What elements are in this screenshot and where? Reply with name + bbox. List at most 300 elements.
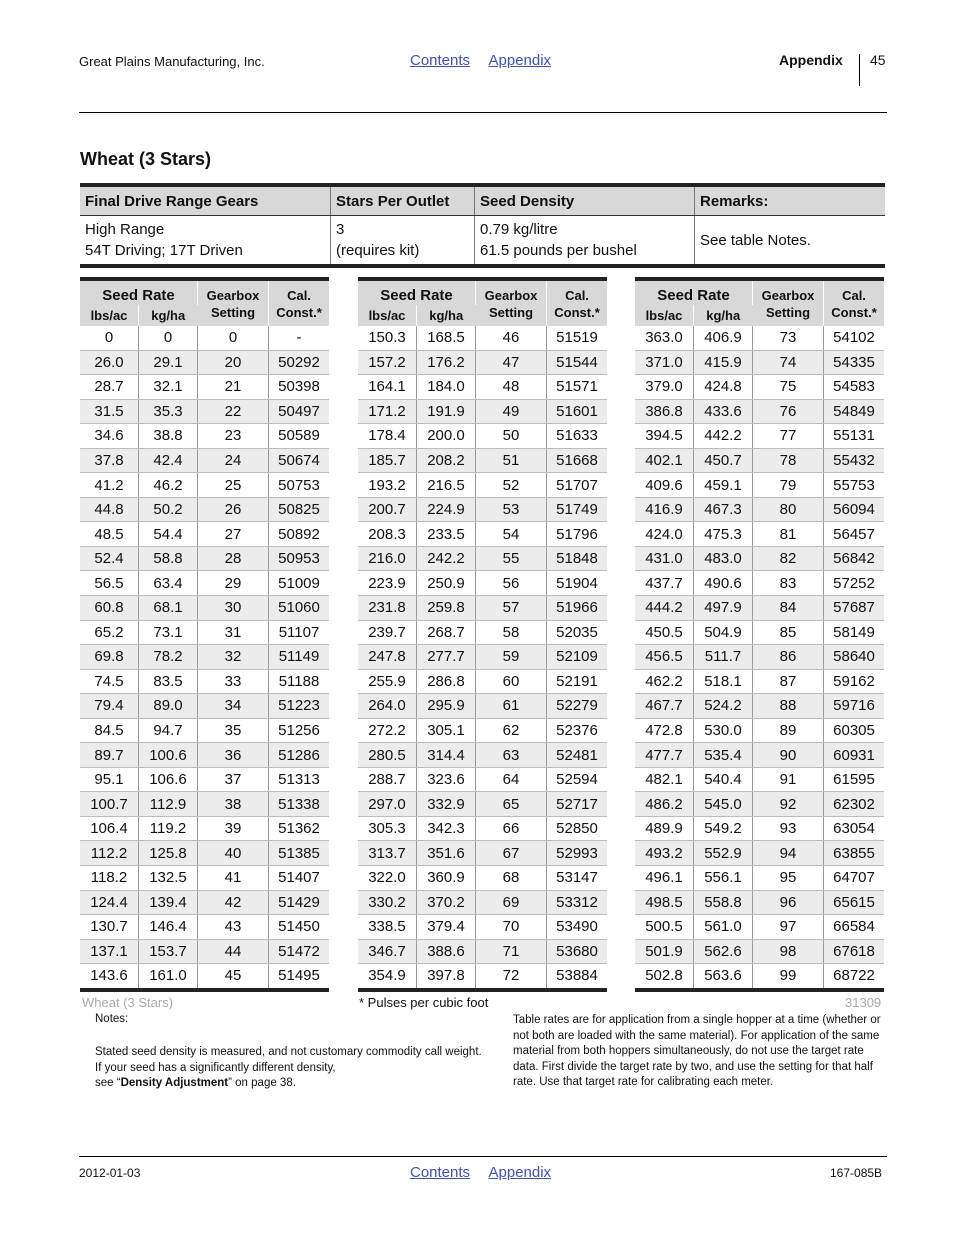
cal-const-cell: 61595 — [824, 767, 885, 792]
cal-header-l1: Cal. — [287, 287, 311, 303]
lbs-ac-cell: 486.2 — [635, 792, 694, 817]
cal-const-cell: 50674 — [269, 448, 330, 473]
lbs-ac-cell: 437.7 — [635, 571, 694, 596]
kg-ha-cell: 216.5 — [417, 473, 476, 498]
table-row — [635, 645, 884, 670]
cal-const-header — [269, 279, 330, 326]
pulses-footnote: * Pulses per cubic foot — [359, 995, 489, 1010]
cal-const-cell: 53147 — [547, 866, 608, 891]
table-row — [358, 767, 607, 792]
table-row — [80, 718, 329, 743]
cal-const-cell: 68722 — [824, 964, 885, 990]
lbs-ac-cell: 500.5 — [635, 915, 694, 940]
table-row — [80, 375, 329, 400]
cal-const-cell: 51256 — [269, 718, 330, 743]
gearbox-setting-cell: 28 — [198, 546, 269, 571]
gearbox-setting-cell: 49 — [476, 399, 547, 424]
lbs-ac-cell: 450.5 — [635, 620, 694, 645]
company-name: Great Plains Manufacturing, Inc. — [79, 54, 265, 69]
cal-const-cell: 60305 — [824, 718, 885, 743]
cal-header-l2: Const.* — [554, 304, 600, 320]
kg-ha-cell: 176.2 — [417, 350, 476, 375]
kg-ha-cell: 497.9 — [694, 596, 753, 621]
gearbox-header-l2: Setting — [488, 304, 534, 320]
lbs-ac-cell: 216.0 — [358, 546, 417, 571]
lbs-ac-cell: 95.1 — [80, 767, 139, 792]
gearbox-setting-cell: 43 — [198, 915, 269, 940]
lbs-ac-header: lbs/ac — [358, 305, 417, 326]
lbs-ac-cell: 118.2 — [80, 866, 139, 891]
table-row — [80, 522, 329, 547]
seed-rate-table-1 — [80, 277, 329, 992]
lbs-ac-cell: 84.5 — [80, 718, 139, 743]
kg-ha-cell: 450.7 — [694, 448, 753, 473]
table-row — [80, 399, 329, 424]
kg-ha-cell: 459.1 — [694, 473, 753, 498]
lbs-ac-cell: 482.1 — [635, 767, 694, 792]
gearbox-setting-cell: 91 — [753, 767, 824, 792]
cal-header-l2: Const.* — [831, 304, 877, 320]
cal-const-cell: 50292 — [269, 350, 330, 375]
table-row — [358, 890, 607, 915]
kg-ha-cell: 530.0 — [694, 718, 753, 743]
kg-ha-cell: 442.2 — [694, 424, 753, 449]
lbs-ac-cell: 150.3 — [358, 326, 417, 350]
lbs-ac-cell: 363.0 — [635, 326, 694, 350]
gearbox-setting-cell: 35 — [198, 718, 269, 743]
header-remarks: Remarks: — [695, 185, 886, 216]
kg-ha-cell: 504.9 — [694, 620, 753, 645]
table-row — [80, 620, 329, 645]
lbs-ac-cell: 493.2 — [635, 841, 694, 866]
cal-const-cell: 51385 — [269, 841, 330, 866]
cal-const-cell: 54335 — [824, 350, 885, 375]
kg-ha-cell: 94.7 — [139, 718, 198, 743]
gearbox-setting-cell: 70 — [476, 915, 547, 940]
footer-rule — [79, 1156, 887, 1157]
gearbox-setting-cell: 59 — [476, 645, 547, 670]
table-row — [80, 816, 329, 841]
gearbox-setting-header — [476, 279, 547, 326]
cal-const-cell: 51848 — [547, 546, 608, 571]
table-row — [80, 792, 329, 817]
table-row — [358, 792, 607, 817]
table-row — [80, 571, 329, 596]
cal-const-cell: 54583 — [824, 375, 885, 400]
table-row — [80, 645, 329, 670]
gearbox-setting-cell: 46 — [476, 326, 547, 350]
lbs-ac-cell: 305.3 — [358, 816, 417, 841]
cal-const-cell: 54849 — [824, 399, 885, 424]
kg-ha-cell: 146.4 — [139, 915, 198, 940]
kg-ha-cell: 268.7 — [417, 620, 476, 645]
kg-ha-cell: 556.1 — [694, 866, 753, 891]
gearbox-setting-cell: 58 — [476, 620, 547, 645]
cal-const-cell: 56457 — [824, 522, 885, 547]
gearbox-setting-cell: 89 — [753, 718, 824, 743]
gearbox-setting-cell: 23 — [198, 424, 269, 449]
table-row — [80, 448, 329, 473]
lbs-ac-cell: 394.5 — [635, 424, 694, 449]
stars-cell — [331, 216, 475, 267]
kg-ha-cell: 563.6 — [694, 964, 753, 990]
kg-ha-cell: 524.2 — [694, 694, 753, 719]
kg-ha-cell: 153.7 — [139, 939, 198, 964]
lbs-ac-cell: 330.2 — [358, 890, 417, 915]
header-contents-link[interactable]: Contents — [410, 52, 471, 69]
table-row — [80, 890, 329, 915]
lbs-ac-cell: 130.7 — [80, 915, 139, 940]
kg-ha-cell: 119.2 — [139, 816, 198, 841]
cal-const-cell: 52594 — [547, 767, 608, 792]
lbs-ac-cell: 231.8 — [358, 596, 417, 621]
gearbox-setting-cell: 68 — [476, 866, 547, 891]
kg-ha-cell: 332.9 — [417, 792, 476, 817]
rate-header-row — [358, 279, 607, 305]
lbs-ac-cell: 100.7 — [80, 792, 139, 817]
cal-const-cell: 51286 — [269, 743, 330, 768]
cal-const-cell: 52717 — [547, 792, 608, 817]
gearbox-setting-cell: 25 — [198, 473, 269, 498]
cal-const-cell: 52191 — [547, 669, 608, 694]
footer-nav — [410, 1164, 565, 1182]
kg-ha-cell: 360.9 — [417, 866, 476, 891]
lbs-ac-cell: 409.6 — [635, 473, 694, 498]
lbs-ac-cell: 498.5 — [635, 890, 694, 915]
kg-ha-cell: 35.3 — [139, 399, 198, 424]
table-row — [635, 816, 884, 841]
gearbox-setting-cell: 92 — [753, 792, 824, 817]
table-row — [80, 669, 329, 694]
cal-const-cell: 54102 — [824, 326, 885, 350]
table-row — [80, 866, 329, 891]
gearbox-header-l2: Setting — [765, 304, 811, 320]
cal-const-cell: 51796 — [547, 522, 608, 547]
kg-ha-cell: 132.5 — [139, 866, 198, 891]
lbs-ac-cell: 496.1 — [635, 866, 694, 891]
table-row — [80, 964, 329, 990]
table-row — [358, 546, 607, 571]
cal-const-cell: 51107 — [269, 620, 330, 645]
kg-ha-cell: 424.8 — [694, 375, 753, 400]
header-divider — [859, 54, 860, 86]
gearbox-setting-cell: 66 — [476, 816, 547, 841]
kg-ha-cell: 342.3 — [417, 816, 476, 841]
lbs-ac-cell: 171.2 — [358, 399, 417, 424]
header-stars-per-outlet: Stars Per Outlet — [331, 185, 475, 216]
density-imperial: 61.5 pounds per bushel — [480, 242, 637, 259]
gearbox-header-l1: Gearbox — [484, 287, 538, 303]
cal-const-cell: 58149 — [824, 620, 885, 645]
kg-ha-cell: 490.6 — [694, 571, 753, 596]
cal-const-cell: 51707 — [547, 473, 608, 498]
table-row — [635, 596, 884, 621]
kg-ha-header: kg/ha — [139, 305, 198, 326]
table-row — [358, 743, 607, 768]
gearbox-setting-cell: 87 — [753, 669, 824, 694]
table-row — [635, 326, 884, 350]
table-row — [635, 399, 884, 424]
page-number: 45 — [870, 52, 886, 68]
lbs-ac-cell: 137.1 — [80, 939, 139, 964]
lbs-ac-cell: 200.7 — [358, 497, 417, 522]
gearbox-setting-cell: 62 — [476, 718, 547, 743]
table-row — [80, 694, 329, 719]
lbs-ac-cell: 247.8 — [358, 645, 417, 670]
lbs-ac-cell: 313.7 — [358, 841, 417, 866]
gearbox-setting-cell: 51 — [476, 448, 547, 473]
summary-header-row — [80, 185, 885, 216]
notes-hopper-rates: Table rates are for application from a single hopper at a time (whether or not both are loaded with the same material). For application of the same material from both hoppers simultaneously, do not use the target rate data. First divide the target rate by two, and use the setting for that half rate. Use that target rate for calibrating each meter. — [513, 1014, 881, 1088]
final-drive-cell — [80, 216, 331, 267]
lbs-ac-cell: 462.2 — [635, 669, 694, 694]
lbs-ac-cell: 37.8 — [80, 448, 139, 473]
gearbox-setting-header — [198, 279, 269, 326]
gearbox-setting-cell: 74 — [753, 350, 824, 375]
table-row — [358, 448, 607, 473]
table-row — [635, 448, 884, 473]
gearbox-setting-cell: 47 — [476, 350, 547, 375]
gearbox-setting-cell: 88 — [753, 694, 824, 719]
lbs-ac-cell: 424.0 — [635, 522, 694, 547]
lbs-ac-cell: 386.8 — [635, 399, 694, 424]
gearbox-setting-cell: 78 — [753, 448, 824, 473]
table-row — [635, 522, 884, 547]
cal-const-cell: 55432 — [824, 448, 885, 473]
lbs-ac-cell: 164.1 — [358, 375, 417, 400]
table-row — [635, 546, 884, 571]
cal-header-l2: Const.* — [276, 304, 322, 320]
kg-ha-cell: 89.0 — [139, 694, 198, 719]
header-seed-density: Seed Density — [475, 185, 695, 216]
table-row — [635, 841, 884, 866]
cal-const-cell: 51966 — [547, 596, 608, 621]
table-row — [635, 424, 884, 449]
kg-ha-cell: 483.0 — [694, 546, 753, 571]
kg-ha-cell: 540.4 — [694, 767, 753, 792]
kg-ha-cell: 50.2 — [139, 497, 198, 522]
gearbox-setting-cell: 50 — [476, 424, 547, 449]
final-drive-gears: 54T Driving; 17T Driven — [85, 242, 243, 259]
kg-ha-cell: 242.2 — [417, 546, 476, 571]
cal-const-cell: 51338 — [269, 792, 330, 817]
lbs-ac-cell: 255.9 — [358, 669, 417, 694]
kg-ha-cell: 305.1 — [417, 718, 476, 743]
lbs-ac-cell: 444.2 — [635, 596, 694, 621]
gearbox-setting-cell: 33 — [198, 669, 269, 694]
kg-ha-cell: 286.8 — [417, 669, 476, 694]
cal-const-cell: 52481 — [547, 743, 608, 768]
header-final-drive: Final Drive Range Gears — [80, 185, 331, 216]
kg-ha-cell: 233.5 — [417, 522, 476, 547]
kg-ha-cell: 379.4 — [417, 915, 476, 940]
lbs-ac-header: lbs/ac — [80, 305, 139, 326]
cal-const-cell: - — [269, 326, 330, 350]
gearbox-setting-cell: 40 — [198, 841, 269, 866]
gearbox-setting-cell: 44 — [198, 939, 269, 964]
gearbox-setting-cell: 64 — [476, 767, 547, 792]
kg-ha-cell: 535.4 — [694, 743, 753, 768]
table-row — [358, 866, 607, 891]
gearbox-setting-cell: 95 — [753, 866, 824, 891]
gearbox-setting-cell: 21 — [198, 375, 269, 400]
notes-density — [95, 1045, 485, 1092]
gearbox-setting-cell: 45 — [198, 964, 269, 990]
table-row — [358, 424, 607, 449]
lbs-ac-cell: 65.2 — [80, 620, 139, 645]
cal-const-cell: 53680 — [547, 939, 608, 964]
notes-see-suffix: ” on page 38. — [228, 1077, 296, 1089]
lbs-ac-cell: 489.9 — [635, 816, 694, 841]
cal-const-cell: 51668 — [547, 448, 608, 473]
lbs-ac-cell: 143.6 — [80, 964, 139, 990]
cal-const-header — [824, 279, 885, 326]
lbs-ac-cell: 338.5 — [358, 915, 417, 940]
table-row — [358, 964, 607, 990]
cal-const-cell: 51749 — [547, 497, 608, 522]
table-row — [80, 939, 329, 964]
lbs-ac-cell: 193.2 — [358, 473, 417, 498]
table-row — [358, 841, 607, 866]
density-adjustment-ref[interactable]: Density Adjustment — [120, 1077, 229, 1089]
lbs-ac-cell: 431.0 — [635, 546, 694, 571]
kg-ha-cell: 406.9 — [694, 326, 753, 350]
footer-appendix-link[interactable]: Appendix — [488, 1164, 552, 1181]
kg-ha-cell: 433.6 — [694, 399, 753, 424]
lbs-ac-cell: 272.2 — [358, 718, 417, 743]
notes-density-text: Stated seed density is measured, and not customary commodity call weight. If your seed has a significantly different density, — [95, 1046, 482, 1074]
kg-ha-cell: 351.6 — [417, 841, 476, 866]
gearbox-setting-cell: 86 — [753, 645, 824, 670]
kg-ha-header: kg/ha — [694, 305, 753, 326]
kg-ha-cell: 29.1 — [139, 350, 198, 375]
kg-ha-cell: 511.7 — [694, 645, 753, 670]
header-appendix-link[interactable]: Appendix — [488, 52, 552, 69]
table-row — [635, 497, 884, 522]
gearbox-setting-cell: 30 — [198, 596, 269, 621]
cal-const-cell: 51060 — [269, 596, 330, 621]
table-row — [358, 596, 607, 621]
lbs-ac-cell: 79.4 — [80, 694, 139, 719]
lbs-ac-cell: 239.7 — [358, 620, 417, 645]
table-row — [358, 473, 607, 498]
cal-const-cell: 53884 — [547, 964, 608, 990]
density-metric: 0.79 kg/litre — [480, 221, 558, 238]
cal-const-cell: 51223 — [269, 694, 330, 719]
kg-ha-cell: 518.1 — [694, 669, 753, 694]
cal-const-cell: 51313 — [269, 767, 330, 792]
lbs-ac-cell: 185.7 — [358, 448, 417, 473]
kg-ha-cell: 370.2 — [417, 890, 476, 915]
cal-const-cell: 52850 — [547, 816, 608, 841]
cal-const-cell: 64707 — [824, 866, 885, 891]
kg-ha-cell: 415.9 — [694, 350, 753, 375]
cal-const-cell: 51571 — [547, 375, 608, 400]
kg-ha-cell: 545.0 — [694, 792, 753, 817]
table-row — [635, 571, 884, 596]
footer-date: 2012-01-03 — [79, 1166, 141, 1180]
gearbox-header-l1: Gearbox — [761, 287, 815, 303]
gearbox-setting-cell: 79 — [753, 473, 824, 498]
lbs-ac-cell: 26.0 — [80, 350, 139, 375]
table-row — [635, 620, 884, 645]
lbs-ac-cell: 501.9 — [635, 939, 694, 964]
cal-const-cell: 53312 — [547, 890, 608, 915]
cal-const-cell: 66584 — [824, 915, 885, 940]
cal-const-cell: 53490 — [547, 915, 608, 940]
kg-ha-cell: 184.0 — [417, 375, 476, 400]
lbs-ac-cell: 472.8 — [635, 718, 694, 743]
kg-ha-cell: 73.1 — [139, 620, 198, 645]
stars-note: (requires kit) — [336, 242, 420, 259]
footer-contents-link[interactable]: Contents — [410, 1164, 471, 1181]
cal-const-cell: 51450 — [269, 915, 330, 940]
rate-header-row — [635, 279, 884, 305]
kg-ha-cell: 295.9 — [417, 694, 476, 719]
lbs-ac-cell: 41.2 — [80, 473, 139, 498]
lbs-ac-cell: 456.5 — [635, 645, 694, 670]
lbs-ac-cell: 354.9 — [358, 964, 417, 990]
density-cell — [475, 216, 695, 267]
cal-const-cell: 51544 — [547, 350, 608, 375]
kg-ha-cell: 224.9 — [417, 497, 476, 522]
kg-ha-cell: 106.6 — [139, 767, 198, 792]
cal-const-cell: 60931 — [824, 743, 885, 768]
final-drive-range: High Range — [85, 221, 165, 238]
rate-header-row — [80, 279, 329, 305]
lbs-ac-cell: 346.7 — [358, 939, 417, 964]
lbs-ac-cell: 48.5 — [80, 522, 139, 547]
table-row — [635, 375, 884, 400]
footer-doc-number: 167-085B — [830, 1166, 883, 1180]
notes-title: Notes: — [95, 1013, 129, 1025]
lbs-ac-cell: 322.0 — [358, 866, 417, 891]
table-row — [358, 939, 607, 964]
cal-const-cell: 52993 — [547, 841, 608, 866]
table-row — [635, 473, 884, 498]
cal-const-cell: 65615 — [824, 890, 885, 915]
gearbox-setting-cell: 26 — [198, 497, 269, 522]
gearbox-setting-cell: 37 — [198, 767, 269, 792]
cal-const-cell: 51519 — [547, 326, 608, 350]
gearbox-setting-cell: 38 — [198, 792, 269, 817]
gearbox-setting-cell: 32 — [198, 645, 269, 670]
table-row — [80, 326, 329, 350]
table-row — [635, 915, 884, 940]
kg-ha-cell: 42.4 — [139, 448, 198, 473]
cal-const-cell: 52279 — [547, 694, 608, 719]
gearbox-setting-cell: 75 — [753, 375, 824, 400]
kg-ha-cell: 83.5 — [139, 669, 198, 694]
figure-label: Wheat (3 Stars) — [82, 995, 174, 1010]
table-row — [358, 399, 607, 424]
cal-const-cell: 51472 — [269, 939, 330, 964]
table-row — [80, 350, 329, 375]
cal-const-cell: 56842 — [824, 546, 885, 571]
lbs-ac-cell: 44.8 — [80, 497, 139, 522]
gearbox-setting-cell: 55 — [476, 546, 547, 571]
cal-const-cell: 50892 — [269, 522, 330, 547]
cal-const-cell: 52109 — [547, 645, 608, 670]
kg-ha-cell: 259.8 — [417, 596, 476, 621]
seed-rate-table-3 — [635, 277, 884, 992]
notes-see-prefix: see “ — [95, 1077, 121, 1089]
table-row — [635, 964, 884, 990]
table-row — [358, 694, 607, 719]
table-row — [80, 424, 329, 449]
table-row — [358, 326, 607, 350]
header-rule — [79, 112, 887, 113]
